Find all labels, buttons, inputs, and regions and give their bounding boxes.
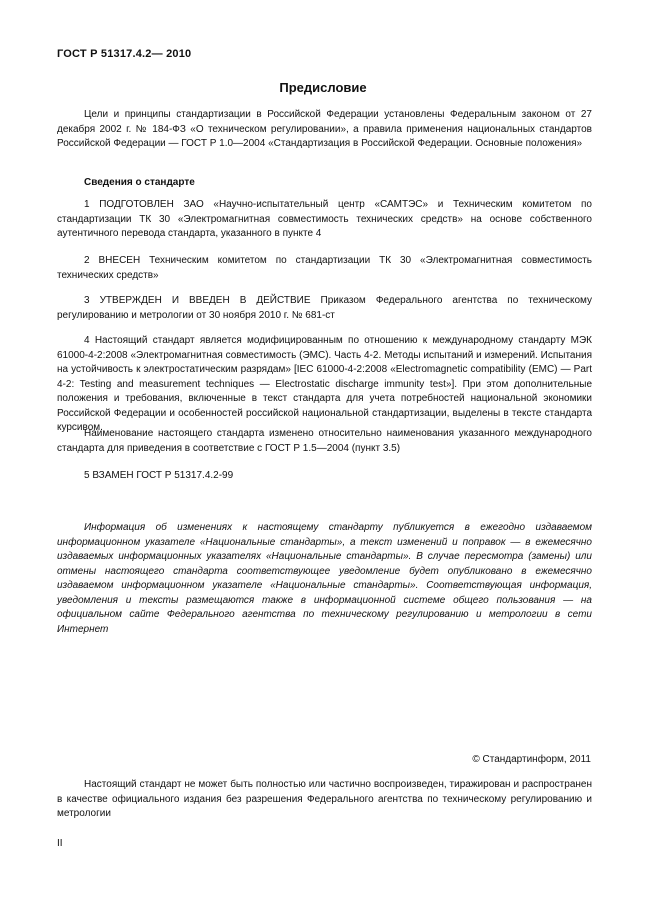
copyright-notice: © Стандартинформ, 2011 [472,754,591,765]
item-4-note-paragraph: Наименование настоящего стандарта изменено относительно наименования указанного международного стандарта для приведения в соответствие с ГОСТ Р 1.5—2004 (пункт 3.5) [57,428,592,454]
page-number: II [57,838,63,849]
item-2-paragraph: 2 ВНЕСЕН Техническим комитетом по стандартизации ТК 30 «Электромагнитная совместимость технических средств» [57,255,592,281]
item-4-paragraph: 4 Настоящий стандарт является модифицированным по отношению к международному стандарту МЭК 61000-4-2:2008 «Электромагнитная совместимость (ЭМС). Часть 4-2. Методы испытаний и измерений. Испытания на устойчивость к электростатическим разрядам» [IEC 61000-4-2:2008 «Electromagnetic compatibility (EMC) — Part 4-2: Testing and measurement techniques — Electrostatic discharge immunity test»]. При этом дополнительные положения и требования, включенные в текст стандарта для учета потребностей национальной экономики Российской Федерации и особенностей российской национальной стандартизации, выделены в тексте стандарта курсивом. [57,335,592,433]
standard-header: ГОСТ Р 51317.4.2— 2010 [57,48,192,60]
section-heading: Сведения о стандарте [84,177,195,188]
item-3-paragraph: 3 УТВЕРЖДЕН И ВВЕДЕН В ДЕЙСТВИЕ Приказом Федерального агентства по техническому регулированию и метрологии от 30 ноября 2010 г. № 681-ст [57,295,592,321]
intro-paragraph: Цели и принципы стандартизации в Российской Федерации установлены Федеральным законом от 27 декабря 2002 г. № 184-ФЗ «О техническом регулировании», а правила применения национальных стандартов Российской Федерации — ГОСТ Р 1.0—2004 «Стандартизация в Российской Федерации. Основные положения» [57,109,592,149]
item-5-paragraph: 5 ВЗАМЕН ГОСТ Р 51317.4.2-99 [84,470,234,481]
page-title: Предисловие [279,80,367,95]
item-1-paragraph: 1 ПОДГОТОВЛЕН ЗАО «Научно-испытательный центр «САМТЭС» и Техническим комитетом по стандартизации ТК 30 «Электромагнитная совместимость технических средств» на основе собственного аутентичного перевода стандарта, указанного в пункте 4 [57,199,592,239]
reproduction-notice-paragraph: Настоящий стандарт не может быть полностью или частично воспроизведен, тиражирован и распространен в качестве официального издания без разрешения Федерального агентства по техническому регулированию и метрологии [57,779,592,819]
info-notice-paragraph: Информация об изменениях к настоящему стандарту публикуется в ежегодно издаваемом информационном указателе «Национальные стандарты», а текст изменений и поправок — в ежемесячно издаваемых информационных указателях «Национальные стандарты». В случае пересмотра (замены) или отмены настоящего стандарта соответствующее уведомление будет опубликовано в ежемесячно издаваемом информационном указателе «Национальные стандарты». Соответствующая информация, уведомления и тексты размещаются также в информационной системе общего пользования — на официальном сайте Федерального агентства по техническому регулированию и метрологии в сети Интернет [57,522,592,635]
